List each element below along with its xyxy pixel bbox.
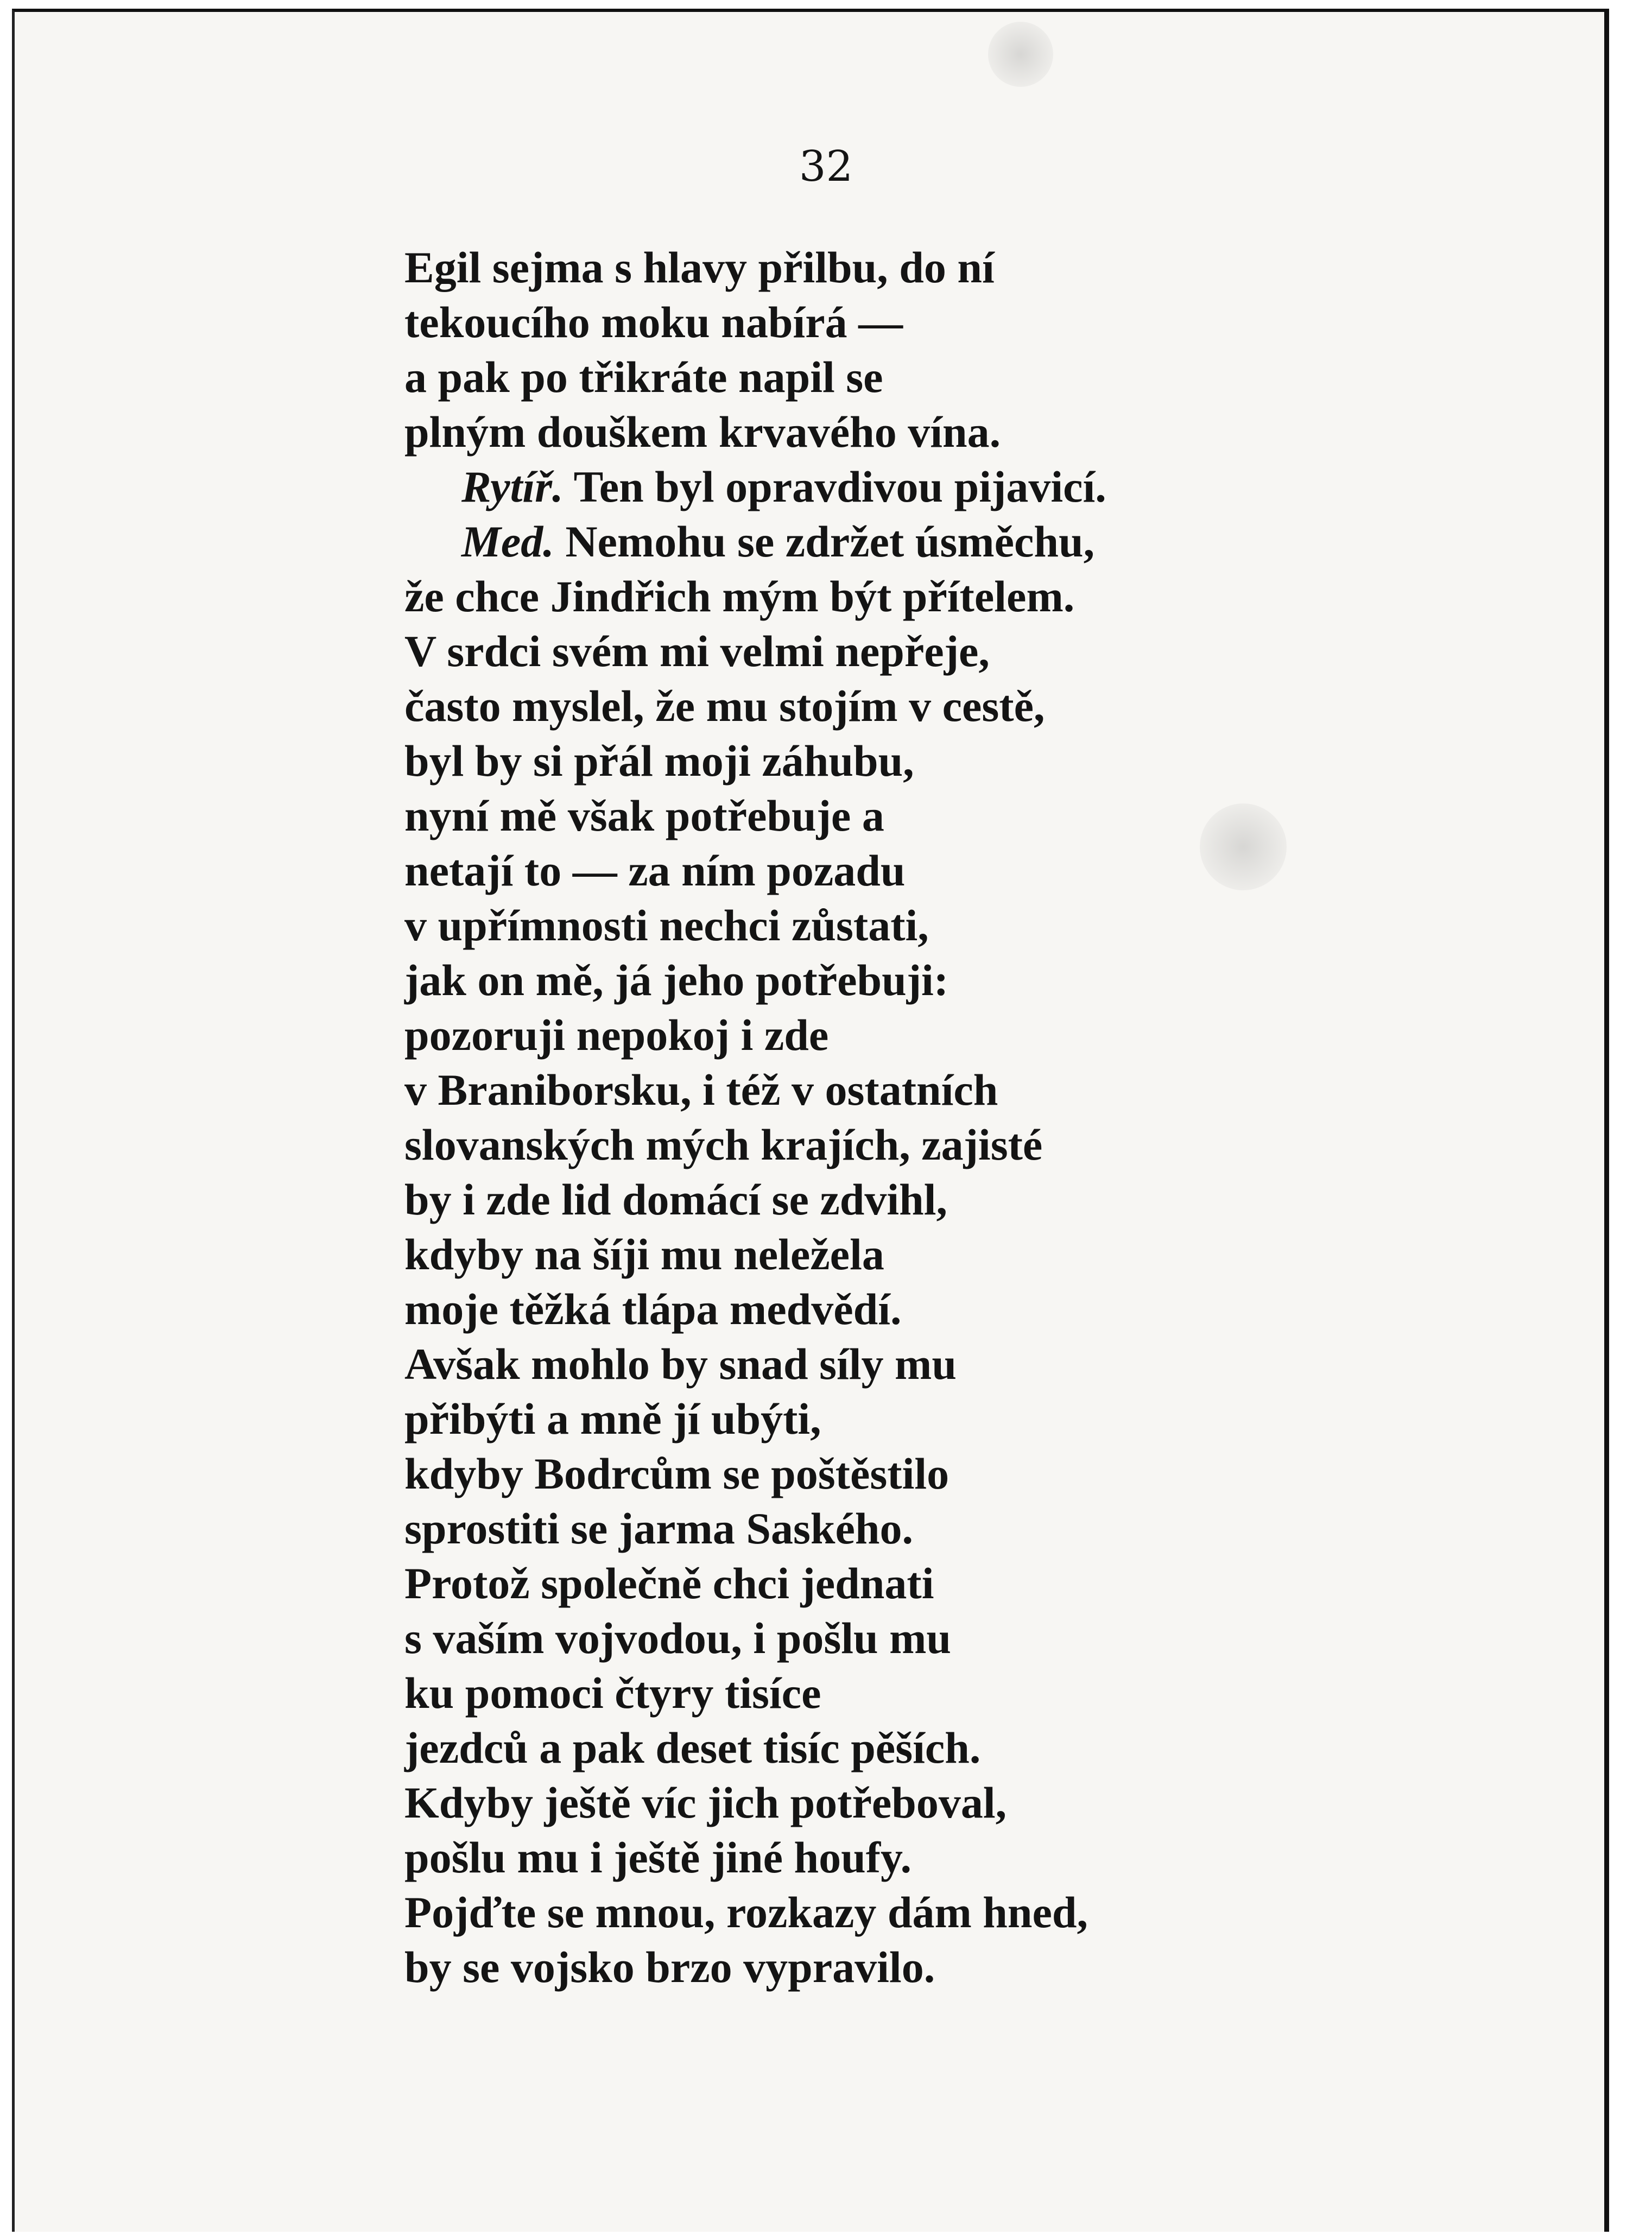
verse-line-text: by se vojsko brzo vypravilo. xyxy=(404,1942,935,1992)
verse-line-text: Nemohu se zdržet úsměchu, xyxy=(554,517,1095,566)
verse-line-text: jezdců a pak deset tisíc pěších. xyxy=(404,1723,981,1772)
verse-line xyxy=(404,1556,1273,1611)
verse-line xyxy=(404,788,1273,843)
verse-line-text: Egil sejma s hlavy přilbu, do ní xyxy=(404,243,995,292)
verse-line-text: Ten byl opravdivou pijavicí. xyxy=(563,462,1106,511)
verse-line xyxy=(404,404,1273,459)
verse-line xyxy=(404,843,1273,898)
verse-line-text: že chce Jindřich mým být přítelem. xyxy=(404,572,1075,621)
verse-text xyxy=(404,240,1273,1995)
verse-line-text: často myslel, že mu stojím v cestě, xyxy=(404,681,1045,731)
verse-line xyxy=(404,1172,1273,1227)
verse-line-text: nyní mě však potřebuje a xyxy=(404,791,884,840)
verse-line xyxy=(404,1940,1273,1995)
verse-line xyxy=(404,240,1273,295)
speaker-name: Med. xyxy=(461,517,554,566)
verse-line-text: ku pomoci čtyry tisíce xyxy=(404,1668,821,1718)
verse-line xyxy=(404,1775,1273,1830)
verse-line xyxy=(404,1885,1273,1940)
verse-line-text: a pak po třikráte napil se xyxy=(404,352,883,402)
verse-line-text: Avšak mohlo by snad síly mu xyxy=(404,1339,957,1389)
verse-line-text: Protož společně chci jednati xyxy=(404,1559,934,1608)
verse-line xyxy=(404,1337,1273,1391)
verse-line xyxy=(404,1611,1273,1666)
verse-line-text: v upřímnosti nechci zůstati, xyxy=(404,901,929,950)
verse-line-text: moje těžká tlápa medvědí. xyxy=(404,1284,902,1334)
verse-line-text: přibýti a mně jí ubýti, xyxy=(404,1394,821,1443)
verse-line xyxy=(404,1117,1273,1172)
verse-line xyxy=(404,569,1273,624)
verse-line-text: Kdyby ještě víc jich potřeboval, xyxy=(404,1778,1007,1827)
verse-line xyxy=(404,624,1273,679)
verse-line xyxy=(404,1062,1273,1117)
verse-line xyxy=(404,679,1273,733)
verse-line-text: V srdci svém mi velmi nepřeje, xyxy=(404,626,990,676)
verse-line-text: kdyby na šíji mu neležela xyxy=(404,1230,884,1279)
verse-line-text: by i zde lid domácí se zdvihl, xyxy=(404,1175,948,1224)
verse-line xyxy=(404,350,1273,404)
verse-line-text: sprostiti se jarma Saského. xyxy=(404,1504,913,1553)
verse-line-text: plným douškem krvavého vína. xyxy=(404,407,1001,457)
speaker-name: Rytíř. xyxy=(461,462,564,511)
verse-line-text: jak on mě, já jeho potřebuji: xyxy=(404,955,949,1005)
verse-line xyxy=(404,1008,1273,1062)
verse-line-text: s vaším vojvodou, i pošlu mu xyxy=(404,1613,952,1663)
verse-line-text: kdyby Bodrcům se poštěstilo xyxy=(404,1449,950,1498)
verse-line xyxy=(404,459,1273,514)
verse-line xyxy=(404,1720,1273,1775)
verse-line xyxy=(404,1282,1273,1337)
verse-line xyxy=(404,1830,1273,1885)
verse-line xyxy=(404,1391,1273,1446)
scan-smudge xyxy=(988,22,1053,87)
verse-line xyxy=(404,1666,1273,1720)
verse-line xyxy=(404,1501,1273,1556)
verse-line-text: pozoruji nepokoj i zde xyxy=(404,1010,829,1060)
verse-line-text: v Braniborsku, i též v ostatních xyxy=(404,1065,998,1115)
verse-line xyxy=(404,295,1273,350)
verse-line xyxy=(404,898,1273,953)
verse-line-text: pošlu mu i ještě jiné houfy. xyxy=(404,1833,912,1882)
verse-line-text: tekoucího moku nabírá — xyxy=(404,297,903,347)
verse-line-text: byl by si přál moji záhubu, xyxy=(404,736,914,786)
verse-line xyxy=(404,953,1273,1008)
verse-line-text: Pojďte se mnou, rozkazy dám hned, xyxy=(404,1888,1088,1937)
verse-line xyxy=(404,733,1273,788)
verse-line xyxy=(404,514,1273,569)
verse-line xyxy=(404,1446,1273,1501)
verse-line-text: netají to — za ním pozadu xyxy=(404,846,906,895)
page-number: 32 xyxy=(799,142,853,191)
verse-line-text: slovanských mých krajích, zajisté xyxy=(404,1120,1043,1169)
verse-line xyxy=(404,1227,1273,1282)
